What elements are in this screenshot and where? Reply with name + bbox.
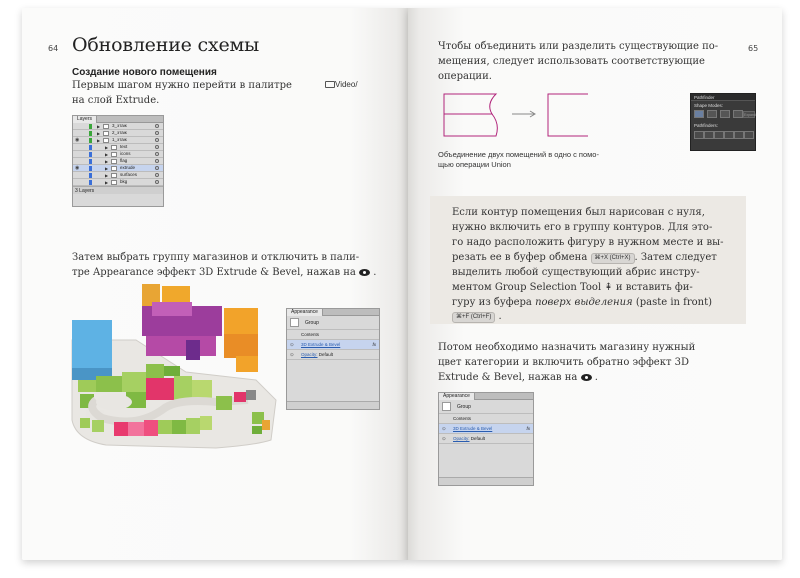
- layer-thumbnail: [103, 138, 109, 143]
- intersect-button[interactable]: [720, 110, 730, 118]
- layer-color-swatch: [89, 152, 92, 157]
- minus-back-button[interactable]: [744, 131, 754, 139]
- crop-button[interactable]: [724, 131, 734, 139]
- trim-button[interactable]: [704, 131, 714, 139]
- target-circle-icon[interactable]: [155, 138, 159, 142]
- disclosure-triangle-icon[interactable]: ▶: [97, 124, 101, 129]
- disclosure-triangle-icon[interactable]: ▶: [97, 138, 101, 143]
- appearance-group-row-right[interactable]: [439, 400, 533, 414]
- effect-link[interactable]: 3D Extrude & Bevel: [453, 426, 493, 431]
- layer-color-swatch: [89, 131, 92, 136]
- layer-row[interactable]: [73, 165, 163, 172]
- right-page: [408, 8, 782, 560]
- exclude-button[interactable]: [733, 110, 743, 118]
- visibility-toggle-icon[interactable]: ⊙: [290, 342, 294, 347]
- note-box: [430, 196, 746, 324]
- book-spread: [10, 8, 790, 568]
- paragraph-r1-line-3: операции.: [438, 71, 492, 82]
- layers-panel: [72, 115, 164, 207]
- opacity-value: Default: [470, 436, 486, 441]
- paragraph-2-line-1: Затем выбрать группу магазинов и отключить в пали-: [72, 252, 360, 263]
- target-circle-icon[interactable]: [155, 152, 159, 156]
- opacity-link[interactable]: Opacity:: [453, 436, 470, 441]
- disclosure-triangle-icon[interactable]: ▶: [105, 159, 109, 164]
- group-label: Group: [305, 320, 319, 326]
- fx-icon[interactable]: fx: [372, 342, 376, 347]
- page-number-right: 65: [748, 44, 759, 53]
- disclosure-triangle-icon[interactable]: ▶: [105, 180, 109, 185]
- group-thumbnail: [442, 402, 451, 411]
- target-circle-icon[interactable]: [155, 131, 159, 135]
- layer-row[interactable]: [73, 172, 163, 179]
- eye-icon: [359, 269, 370, 276]
- outline-button[interactable]: [734, 131, 744, 139]
- divide-button[interactable]: [694, 131, 704, 139]
- target-circle-icon[interactable]: [155, 159, 159, 163]
- layer-thumbnail: [103, 131, 109, 136]
- layer-color-swatch: [89, 173, 92, 178]
- group-thumbnail: [290, 318, 299, 327]
- disclosure-triangle-icon[interactable]: ▶: [97, 131, 101, 136]
- layer-color-swatch: [89, 124, 92, 129]
- layer-name: 1_этаж: [112, 137, 127, 142]
- target-circle-icon[interactable]: [155, 173, 159, 177]
- target-circle-icon[interactable]: [155, 124, 159, 128]
- target-circle-icon[interactable]: [155, 180, 159, 184]
- layer-color-swatch: [89, 138, 92, 143]
- folder-icon: [325, 81, 335, 88]
- paragraph-2-line-2: тре Appearance эффект 3D Extrude & Bevel, нажав на .: [72, 267, 377, 278]
- appearance-effect-row-right[interactable]: [439, 424, 533, 434]
- shortcut-paste-in-front: ⌘+F (Ctrl+F): [452, 312, 495, 323]
- paragraph-r1-line-1: Чтобы объединить или разделить существующие по-: [438, 41, 719, 52]
- disclosure-triangle-icon[interactable]: ▶: [105, 166, 109, 171]
- layer-thumbnail: [111, 159, 117, 164]
- eye-icon[interactable]: ◉: [75, 165, 80, 171]
- union-diagram: [438, 90, 588, 140]
- layers-list: [73, 123, 163, 186]
- layer-thumbnail: [111, 173, 117, 178]
- layer-thumbnail: [111, 145, 117, 150]
- layer-name: bkg: [120, 179, 128, 184]
- minus-front-button[interactable]: [707, 110, 717, 118]
- visibility-toggle-icon[interactable]: ⊙: [290, 352, 294, 357]
- appearance-contents-row-right[interactable]: [439, 414, 533, 424]
- layer-row[interactable]: [73, 158, 163, 165]
- layer-thumbnail: [103, 124, 109, 129]
- layer-row[interactable]: [73, 144, 163, 151]
- merge-button[interactable]: [714, 131, 724, 139]
- pathfinders-label: Pathfinders:: [694, 123, 719, 128]
- layer-name: extrude: [120, 165, 136, 170]
- note-line-5: выделить любой существующий абрис инстру-: [452, 267, 700, 278]
- paragraph-1-line-1: Первым шагом нужно перейти в палитре: [72, 80, 292, 91]
- layer-name: flag: [120, 158, 128, 163]
- page-number-left: 64: [48, 44, 59, 53]
- effect-link[interactable]: 3D Extrude & Bevel: [301, 342, 341, 347]
- layer-row[interactable]: [73, 123, 163, 130]
- appearance-panel-right: [438, 392, 534, 486]
- appearance-footer-left: [287, 401, 379, 409]
- note-line-4: резать ее в буфер обмена ⌘+X (Ctrl+X) . Затем следует: [452, 252, 717, 263]
- note-line-7: гуру из буфера поверх выделения (paste in front): [452, 297, 713, 308]
- layer-thumbnail: [111, 152, 117, 157]
- appearance-panel-left: [286, 308, 380, 410]
- layer-name: 3_этаж: [112, 123, 127, 128]
- appearance-tabbar-left: [287, 309, 379, 316]
- tab-layers[interactable]: Layers: [73, 116, 97, 123]
- visibility-toggle-icon[interactable]: ⊙: [442, 436, 446, 441]
- contents-label: Contents: [301, 332, 320, 337]
- layers-panel-tabbar: [73, 116, 163, 123]
- folder-label: Video/: [335, 80, 358, 89]
- appearance-opacity-row-left[interactable]: [287, 350, 379, 360]
- layer-color-swatch: [89, 159, 92, 164]
- layers-footer: [73, 186, 163, 194]
- layer-name: 2_этаж: [112, 130, 127, 135]
- note-line-6: ментом Group Selection Tool ⇞ и вставить фи-: [452, 282, 693, 293]
- appearance-group-row-left[interactable]: [287, 316, 379, 330]
- group-label: Group: [457, 404, 471, 410]
- layer-name: icons: [120, 151, 131, 156]
- visibility-toggle-icon[interactable]: ⊙: [442, 426, 446, 431]
- fx-icon[interactable]: fx: [526, 426, 530, 431]
- paragraph-r1-line-2: мещения, следует использовать соответствующие: [438, 56, 705, 67]
- layer-row[interactable]: [73, 137, 163, 144]
- disclosure-triangle-icon[interactable]: ▶: [105, 152, 109, 157]
- layer-row[interactable]: [73, 151, 163, 158]
- layer-name: text: [120, 144, 128, 149]
- appearance-contents-row-left[interactable]: [287, 330, 379, 340]
- layer-color-swatch: [89, 166, 92, 171]
- paragraph-r2-line-3: Extrude & Bevel, нажав на .: [438, 372, 598, 383]
- layer-color-swatch: [89, 145, 92, 150]
- tab-appearance-left[interactable]: Appearance: [287, 309, 323, 316]
- subheading: Создание нового помещения: [72, 67, 217, 78]
- expand-button[interactable]: Expand: [744, 113, 756, 117]
- layer-name: surfaces: [120, 172, 138, 177]
- shape-modes-label: Shape Modes:: [694, 103, 724, 108]
- left-page: [22, 8, 408, 560]
- unite-button[interactable]: [694, 110, 704, 118]
- layer-row[interactable]: [73, 179, 163, 186]
- opacity-link[interactable]: Opacity:: [301, 352, 318, 357]
- layer-thumbnail: [111, 180, 117, 185]
- opacity-value: Default: [318, 352, 334, 357]
- note-line-8: ⌘+F (Ctrl+F) .: [452, 309, 502, 324]
- target-circle-icon[interactable]: [155, 145, 159, 149]
- appearance-opacity-row-right[interactable]: [439, 434, 533, 444]
- appearance-effect-row-left[interactable]: [287, 340, 379, 350]
- note-line-2: нужно включить его в группу контуров. Для это-: [452, 222, 713, 233]
- pathfinder-tab[interactable]: Pathfinder: [691, 94, 755, 101]
- eye-icon: [581, 374, 592, 381]
- folder-reference: [325, 80, 358, 89]
- contents-label: Contents: [453, 416, 472, 421]
- disclosure-triangle-icon[interactable]: ▶: [105, 145, 109, 150]
- note-line-3: го надо расположить фигуру в нужном месте и вы-: [452, 237, 724, 248]
- layer-color-swatch: [89, 180, 92, 185]
- layer-thumbnail: [111, 166, 117, 171]
- appearance-footer-right: [439, 477, 533, 485]
- paragraph-1-line-2: на слой Extrude.: [72, 95, 160, 106]
- page-title: Обновление схемы: [72, 34, 260, 56]
- note-line-1: Если контур помещения был нарисован с нуля,: [452, 207, 705, 218]
- pathfinder-panel: [690, 93, 756, 151]
- target-circle-icon[interactable]: [155, 166, 159, 170]
- appearance-tabbar-right: [439, 393, 533, 400]
- layer-row[interactable]: [73, 130, 163, 137]
- shortcut-cut: ⌘+X (Ctrl+X): [591, 253, 635, 264]
- eye-icon[interactable]: ◉: [75, 137, 80, 143]
- union-caption-line-2: щью операции Union: [438, 160, 511, 169]
- union-caption-line-1: Объединение двух помещений в одно с помо-: [438, 150, 599, 159]
- layers-count: 3 Layers: [75, 188, 95, 194]
- disclosure-triangle-icon[interactable]: ▶: [105, 173, 109, 178]
- mall-3d-illustration: [66, 280, 296, 455]
- paragraph-r2-line-2: цвет категории и включить обратно эффект 3D: [438, 357, 690, 368]
- paragraph-r2-line-1: Потом необходимо назначить магазину нужный: [438, 342, 696, 353]
- tab-appearance-right[interactable]: Appearance: [439, 393, 475, 400]
